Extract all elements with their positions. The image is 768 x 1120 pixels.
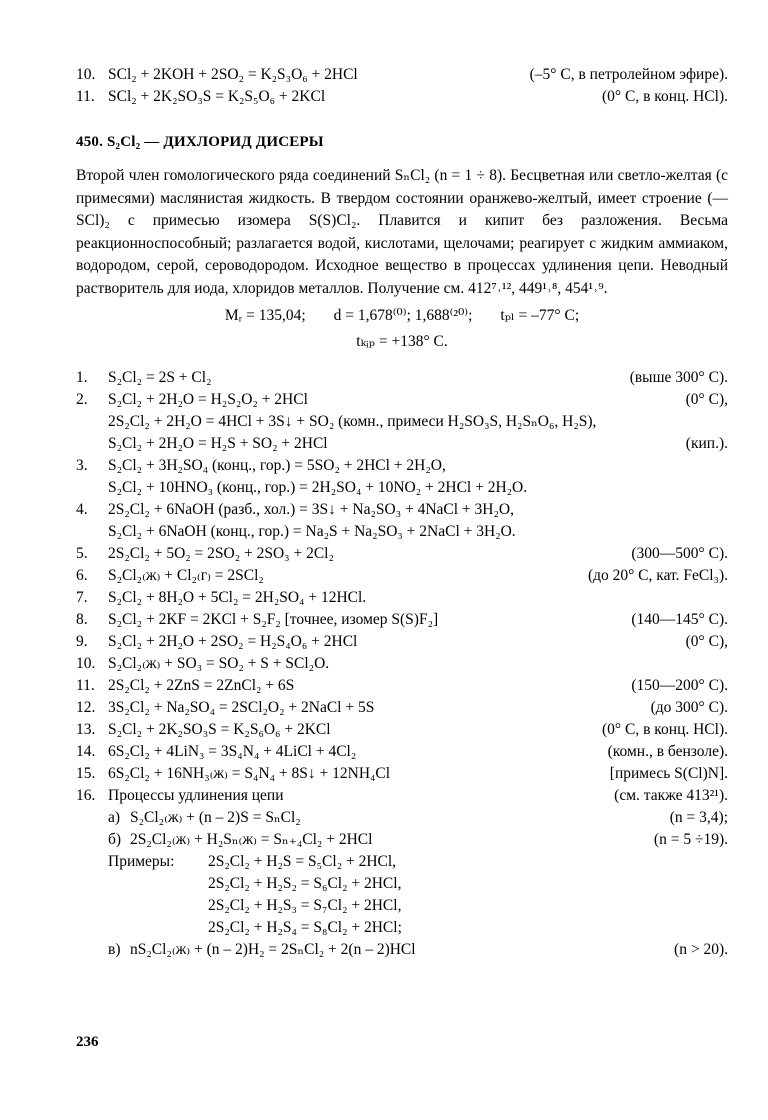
- reaction-row: [76, 609, 728, 631]
- reaction-equation: 2S₂Cl₂ + 5O₂ = 2SO₂ + 2SO₃ + 2Cl₂: [108, 544, 334, 562]
- reaction-number: 10.: [76, 66, 96, 83]
- reaction-number: 12.: [76, 698, 96, 716]
- examples-row: [76, 873, 728, 895]
- example-equation: 2S₂Cl₂ + H₂S = S₅Cl₂ + 2HCl,: [208, 852, 397, 870]
- molar-mass: Mᵣ = 135,04;: [224, 306, 306, 324]
- reaction-condition: (–5° C, в петролейном эфире).: [529, 66, 728, 83]
- reaction-row: [76, 653, 728, 675]
- reaction-equation: S₂Cl₂ + 6NaOH (конц., гор.) = Na₂S + Na₂SO₃ + 2NaCl + 3H₂O.: [108, 522, 516, 540]
- reaction-number: 7.: [76, 588, 88, 606]
- reaction-row: [76, 697, 728, 719]
- reaction-equation: S₂Cl₂ + 2KF = 2KCl + S₂F₂ [точнее, изомер S(S)F₂]: [108, 610, 439, 628]
- reaction-number: 14.: [76, 742, 96, 760]
- chain-item-label: б): [108, 830, 122, 848]
- reaction-number: 1.: [76, 368, 88, 386]
- reaction-number: 6.: [76, 566, 88, 584]
- reaction-number: 16.: [76, 786, 96, 804]
- reaction-equation: 2S₂Cl₂ + 2ZnS = 2ZnCl₂ + 6S: [108, 676, 295, 694]
- reaction-row: [76, 631, 728, 653]
- examples-label: Примеры:: [108, 852, 175, 870]
- melting-point: tₚₗ = –77° C;: [500, 306, 580, 324]
- reaction-equation: S₂Cl₂ + 3H₂SO₄ (конц., гор.) = 5SO₂ + 2HCl + 2H₂O,: [108, 456, 446, 474]
- reaction-condition: (0° C),: [685, 632, 728, 650]
- reaction-number: 3.: [76, 456, 88, 474]
- reaction-row: [76, 587, 728, 609]
- reaction-condition: (300—500° C).: [631, 544, 728, 562]
- example-equation: 2S₂Cl₂ + H₂S₄ = S₈Cl₂ + 2HCl;: [208, 918, 402, 936]
- reaction-row: [76, 411, 728, 433]
- reaction-row: [76, 499, 728, 521]
- reaction-row: [76, 367, 728, 389]
- properties-line-2: [76, 331, 728, 353]
- reaction-condition: (до 20° C, кат. FeCl₃).: [587, 566, 728, 584]
- chain-item-b: [76, 829, 728, 851]
- reaction-equation: S₂Cl₂₍ж₎ + (n – 2)S = SₙCl₂: [130, 808, 301, 826]
- reaction-equation: SCl₂ + 2K₂SO₃S = K₂S₅O₆ + 2KCl: [108, 88, 326, 105]
- reaction-row: [76, 521, 728, 543]
- reaction-number: 11.: [76, 88, 95, 105]
- example-equation: 2S₂Cl₂ + H₂S₃ = S₇Cl₂ + 2HCl,: [208, 896, 402, 914]
- reaction-condition: (см. также 413²¹).: [614, 786, 728, 804]
- reaction-list: [76, 367, 728, 961]
- reaction-equation: S₂Cl₂ + 2K₂SO₃S = K₂S₆O₆ + 2KCl: [108, 720, 331, 738]
- reaction-condition: (140—145° C).: [631, 610, 728, 628]
- reaction-condition: (выше 300° C).: [629, 368, 728, 386]
- reaction-number: 10.: [76, 654, 96, 672]
- reaction-row: [76, 433, 728, 455]
- reaction-equation: S₂Cl₂ = 2S + Cl₂: [108, 368, 212, 386]
- reaction-equation: S₂Cl₂ + 2H₂O + 2SO₂ = H₂S₄O₆ + 2HCl: [108, 632, 358, 650]
- reaction-number: 2.: [76, 390, 88, 408]
- reaction-row: [76, 741, 728, 763]
- reaction-number: 11.: [76, 676, 95, 694]
- chain-item-label: а): [108, 808, 121, 826]
- reaction-equation: 6S₂Cl₂ + 16NH₃₍ж₎ = S₄N₄ + 8S↓ + 12NH₄Cl: [108, 764, 391, 782]
- reaction-equation: S₂Cl₂ + 8H₂O + 5Cl₂ = 2H₂SO₄ + 12HCl.: [108, 588, 367, 606]
- reaction-condition: (n = 3,4);: [669, 808, 728, 826]
- reaction-condition: (кип.).: [685, 434, 728, 452]
- reaction-row: [76, 86, 728, 108]
- reaction-equation: S₂Cl₂ + 10HNO₃ (конц., гор.) = 2H₂SO₄ + 10NO₂ + 2HCl + 2H₂O.: [108, 478, 528, 496]
- reaction-row: [76, 543, 728, 565]
- chain-item-c: [76, 939, 728, 961]
- reaction-equation: Процессы удлинения цепи: [108, 786, 284, 804]
- reaction-equation: 2S₂Cl₂ + 6NaOH (разб., хол.) = 3S↓ + Na₂SO₃ + 4NaCl + 3H₂O,: [108, 500, 514, 518]
- examples-row: [76, 895, 728, 917]
- reaction-equation: 3S₂Cl₂ + Na₂SO₄ = 2SCl₂O₂ + 2NaCl + 5S: [108, 698, 375, 716]
- top-reactions: [76, 64, 728, 108]
- reaction-row: [76, 389, 728, 411]
- reaction-equation: nS₂Cl₂₍ж₎ + (n – 2)H₂ = 2SₙCl₂ + 2(n – 2)HCl: [130, 940, 416, 958]
- reaction-number: 4.: [76, 500, 88, 518]
- reaction-row: [76, 477, 728, 499]
- chain-item-a: [76, 807, 728, 829]
- example-equation: 2S₂Cl₂ + H₂S₂ = S₆Cl₂ + 2HCl,: [208, 874, 402, 892]
- reaction-number: 13.: [76, 720, 96, 738]
- reaction-equation: S₂Cl₂ + 2H₂O = H₂S + SO₂ + 2HCl: [108, 434, 328, 452]
- reaction-equation: 6S₂Cl₂ + 4LiN₃ = 3S₄N₄ + 4LiCl + 4Cl₂: [108, 742, 357, 760]
- section-heading: 450. S₂Cl₂ — ДИХЛОРИД ДИСЕРЫ: [76, 134, 324, 150]
- density: d = 1,678⁽⁰⁾; 1,688⁽²⁰⁾;: [333, 306, 473, 324]
- reaction-row: [76, 64, 728, 86]
- reaction-equation: S₂Cl₂₍ж₎ + SO₃ = SO₂ + S + SCl₂O.: [108, 654, 330, 672]
- boiling-point: tₖᵢₚ = +138° C.: [356, 332, 448, 350]
- reaction-row: [76, 763, 728, 785]
- reaction-equation: SCl₂ + 2KOH + 2SO₂ = K₂S₃O₆ + 2HCl: [108, 66, 358, 83]
- page-number: 236: [76, 1034, 99, 1050]
- reaction-condition: (150—200° C).: [631, 676, 728, 694]
- reaction-row: [76, 719, 728, 741]
- reaction-row: [76, 455, 728, 477]
- reaction-equation: S₂Cl₂₍ж₎ + Cl₂₍г₎ = 2SCl₂: [108, 566, 264, 584]
- reaction-condition: (до 300° C).: [650, 698, 728, 716]
- reaction-equation: 2S₂Cl₂₍ж₎ + H₂Sₙ₍ж₎ = Sₙ₊₄Cl₂ + 2HCl: [130, 830, 373, 848]
- reaction-row: [76, 785, 728, 807]
- reaction-condition: (0° C, в конц. HCl).: [602, 720, 728, 738]
- properties-line-1: [76, 305, 728, 327]
- reaction-equation: 2S₂Cl₂ + 2H₂O = 4HCl + 3S↓ + SO₂ (комн., примеси H₂SO₃S, H₂SₙO₆, H₂S),: [108, 412, 597, 430]
- reaction-row: [76, 565, 728, 587]
- reaction-condition: (n = 5 ÷19).: [653, 830, 728, 848]
- reaction-condition: [примесь S(Cl)N].: [609, 764, 728, 782]
- page-content: [76, 64, 728, 961]
- reaction-number: 9.: [76, 632, 88, 650]
- examples-row: [76, 917, 728, 939]
- reaction-number: 15.: [76, 764, 96, 782]
- reaction-equation: S₂Cl₂ + 2H₂O = H₂S₂O₂ + 2HCl: [108, 390, 308, 408]
- reaction-number: 8.: [76, 610, 88, 628]
- reaction-row: [76, 675, 728, 697]
- reaction-condition: (0° C, в конц. HCl).: [602, 88, 728, 105]
- reaction-condition: (комн., в бензоле).: [607, 742, 728, 760]
- reaction-number: 5.: [76, 544, 88, 562]
- description-paragraph: Второй член гомологического ряда соединений SₙCl₂ (n = 1 ÷ 8). Бесцветная или светло-желтая (с примесями) маслянистая жидкость. В твердом состоянии оранжево-желтый, имеет строение (—SCl)₂ с примесью изомера S(S)Cl₂. Плавится и кипит без разложения. Весьма реакционноспособный; разлагается водой, кислотами, щелочами; реагирует с жидким аммиаком, водородом, серой, сероводородом. Исходное вещество в процессах удлинения цепи. Неводный растворитель для иода, хлоридов металлов. Получение см. 412⁷˒¹², 449¹˒⁸, 454¹˒⁹.: [76, 167, 728, 297]
- chain-item-label: в): [108, 940, 121, 958]
- reaction-condition: (n > 20).: [674, 940, 728, 958]
- examples-row: [76, 851, 728, 873]
- reaction-condition: (0° C),: [685, 390, 728, 408]
